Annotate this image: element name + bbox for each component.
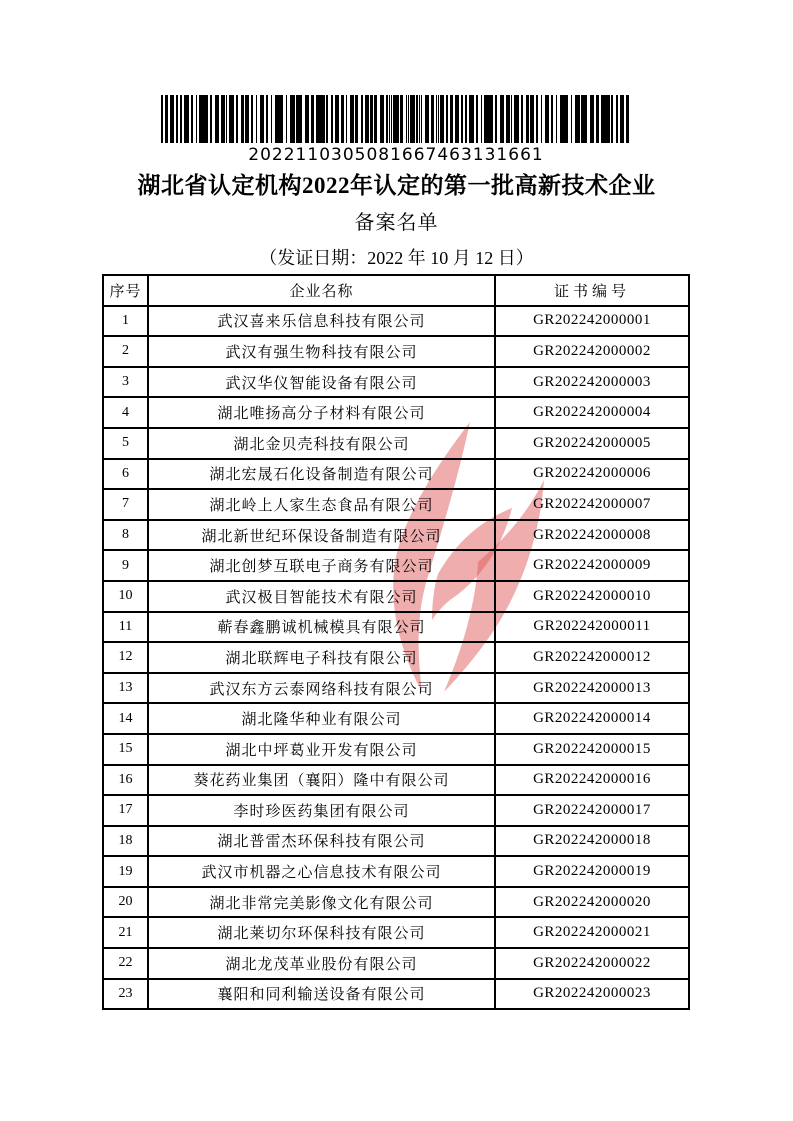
certificate-number: GR202242000021 <box>495 917 689 948</box>
row-index: 2 <box>103 336 148 367</box>
row-index: 20 <box>103 887 148 918</box>
row-index: 19 <box>103 856 148 887</box>
certificate-number: GR202242000009 <box>495 550 689 581</box>
company-name: 湖北普雷杰环保科技有限公司 <box>148 826 495 857</box>
certificate-number: GR202242000013 <box>495 673 689 704</box>
certificate-number: GR202242000010 <box>495 581 689 612</box>
table-row <box>103 703 689 734</box>
company-name: 武汉华仪智能设备有限公司 <box>148 367 495 398</box>
certificate-number: GR202242000006 <box>495 459 689 490</box>
row-index: 4 <box>103 397 148 428</box>
certificate-number: GR202242000011 <box>495 612 689 643</box>
table-row <box>103 948 689 979</box>
table-row <box>103 306 689 337</box>
company-name: 湖北隆华种业有限公司 <box>148 703 495 734</box>
row-index: 7 <box>103 489 148 520</box>
issue-date-line: （发证日期：2022 年 10 月 12 日） <box>259 248 534 268</box>
table-row <box>103 612 689 643</box>
row-index: 16 <box>103 765 148 796</box>
barcode <box>161 95 631 143</box>
table-row <box>103 826 689 857</box>
company-name: 襄阳和同利输送设备有限公司 <box>148 979 495 1010</box>
table-row <box>103 917 689 948</box>
certificate-number: GR202242000022 <box>495 948 689 979</box>
col-header-certificate-number: 证书编号 <box>495 275 689 306</box>
table-row <box>103 979 689 1010</box>
certificate-number: GR202242000001 <box>495 306 689 337</box>
table-row <box>103 428 689 459</box>
table-header-row <box>103 275 689 306</box>
table-row <box>103 642 689 673</box>
table-row <box>103 581 689 612</box>
company-name: 湖北创梦互联电子商务有限公司 <box>148 550 495 581</box>
row-index: 22 <box>103 948 148 979</box>
table-row <box>103 367 689 398</box>
company-name: 李时珍医药集团有限公司 <box>148 795 495 826</box>
row-index: 12 <box>103 642 148 673</box>
enterprise-roster-table <box>102 274 690 1010</box>
table-row <box>103 887 689 918</box>
company-name: 武汉有强生物科技有限公司 <box>148 336 495 367</box>
table-row <box>103 336 689 367</box>
row-index: 11 <box>103 612 148 643</box>
row-index: 8 <box>103 520 148 551</box>
company-name: 武汉市机器之心信息技术有限公司 <box>148 856 495 887</box>
certificate-number: GR202242000019 <box>495 856 689 887</box>
company-name: 武汉东方云泰网络科技有限公司 <box>148 673 495 704</box>
certificate-number: GR202242000007 <box>495 489 689 520</box>
row-index: 1 <box>103 306 148 337</box>
certificate-number: GR202242000012 <box>495 642 689 673</box>
certificate-number: GR202242000002 <box>495 336 689 367</box>
company-name: 湖北中坪葛业开发有限公司 <box>148 734 495 765</box>
certificate-number: GR202242000005 <box>495 428 689 459</box>
certificate-number: GR202242000004 <box>495 397 689 428</box>
row-index: 18 <box>103 826 148 857</box>
company-name: 湖北非常完美影像文化有限公司 <box>148 887 495 918</box>
certificate-number: GR202242000016 <box>495 765 689 796</box>
row-index: 15 <box>103 734 148 765</box>
row-index: 9 <box>103 550 148 581</box>
table-row <box>103 520 689 551</box>
row-index: 13 <box>103 673 148 704</box>
company-name: 蕲春鑫鹏诚机械模具有限公司 <box>148 612 495 643</box>
barcode-number: 2022110305081667463131661 <box>248 145 544 165</box>
company-name: 湖北金贝壳科技有限公司 <box>148 428 495 459</box>
row-index: 3 <box>103 367 148 398</box>
certificate-number: GR202242000020 <box>495 887 689 918</box>
table-row <box>103 673 689 704</box>
company-name: 湖北龙茂革业股份有限公司 <box>148 948 495 979</box>
company-name: 湖北宏晟石化设备制造有限公司 <box>148 459 495 490</box>
company-name: 湖北莱切尔环保科技有限公司 <box>148 917 495 948</box>
company-name: 葵花药业集团（襄阳）隆中有限公司 <box>148 765 495 796</box>
page-title: 湖北省认定机构2022年认定的第一批高新技术企业 <box>137 173 656 198</box>
table-row <box>103 856 689 887</box>
certificate-number: GR202242000015 <box>495 734 689 765</box>
row-index: 14 <box>103 703 148 734</box>
row-index: 6 <box>103 459 148 490</box>
col-header-company-name: 企业名称 <box>148 275 495 306</box>
table-row <box>103 397 689 428</box>
company-name: 湖北唯扬高分子材料有限公司 <box>148 397 495 428</box>
certificate-number: GR202242000023 <box>495 979 689 1010</box>
certificate-number: GR202242000003 <box>495 367 689 398</box>
company-name: 湖北联辉电子科技有限公司 <box>148 642 495 673</box>
company-name: 武汉极目智能技术有限公司 <box>148 581 495 612</box>
company-name: 湖北岭上人家生态食品有限公司 <box>148 489 495 520</box>
table-row <box>103 459 689 490</box>
table-row <box>103 489 689 520</box>
table-row <box>103 795 689 826</box>
col-header-index: 序号 <box>103 275 148 306</box>
certificate-number: GR202242000018 <box>495 826 689 857</box>
row-index: 5 <box>103 428 148 459</box>
row-index: 17 <box>103 795 148 826</box>
row-index: 23 <box>103 979 148 1010</box>
table-row <box>103 550 689 581</box>
table-row <box>103 765 689 796</box>
company-name: 武汉喜来乐信息科技有限公司 <box>148 306 495 337</box>
page-subtitle: 备案名单 <box>354 212 439 234</box>
row-index: 10 <box>103 581 148 612</box>
table-row <box>103 734 689 765</box>
row-index: 21 <box>103 917 148 948</box>
certificate-number: GR202242000014 <box>495 703 689 734</box>
certificate-number: GR202242000017 <box>495 795 689 826</box>
company-name: 湖北新世纪环保设备制造有限公司 <box>148 520 495 551</box>
certificate-number: GR202242000008 <box>495 520 689 551</box>
